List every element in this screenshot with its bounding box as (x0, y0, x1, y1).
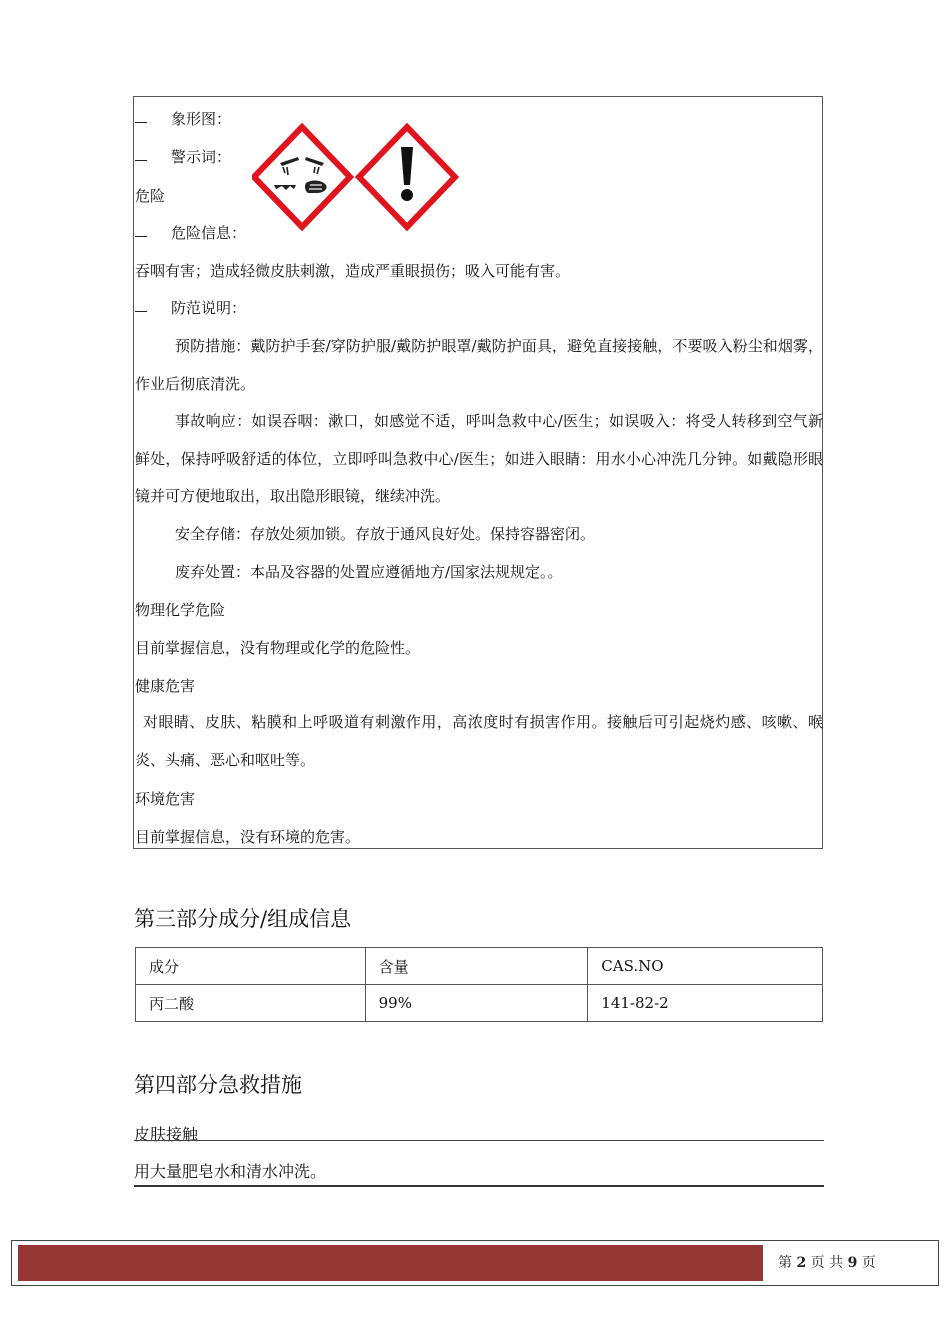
hazard-statement: 吞咽有害；造成轻微皮肤刺激，造成严重眼损伤；吸入可能有害。 (135, 262, 571, 280)
table-row (136, 985, 823, 1022)
disposal-text: 废弃处置：本品及容器的处置应遵循地方/国家法规规定。。 (175, 563, 563, 581)
composition-table (135, 947, 823, 1022)
table-cell: 99% (365, 985, 588, 1022)
response-text: 事故响应：如误吞咽：漱口，如感觉不适，呼叫急救中心/医生；如误吸入：将受人转移到空气新鲜处，保持呼吸舒适的体位，立即呼叫急救中心/医生；如进入眼睛：用水小心冲洗几分钟。如戴隐形眼镜并可方便地取出，取出隐形眼镜，继续冲洗。 (135, 412, 823, 505)
pictogram-label: 象形图： (171, 110, 232, 128)
health-text: 对眼睛、皮肤、粘膜和上呼吸道有刺激作用，高浓度时有损害作用。接触后可引起烧灼感、咳嗽、喉炎、头痛、恶心和呕吐等。 (135, 713, 823, 769)
env-title: 环境危害 (135, 790, 196, 808)
total-pages: 9 (847, 1255, 858, 1271)
precaution-label: 防范说明： (171, 299, 247, 317)
page-middle: 页 共 (810, 1255, 844, 1271)
bullet-dash (135, 311, 147, 312)
prevention-text: 预防措施：戴防护手套/穿防护服/戴防护眼罩/戴防护面具，避免直接接触，不要吸入粉尘和烟雾，作业后彻底清洗。 (135, 337, 823, 393)
page-number (778, 1252, 876, 1272)
health-title: 健康危害 (135, 677, 196, 695)
storage-text: 安全存储：存放处须加锁。存放于通风良好处。保持容器密闭。 (175, 525, 596, 543)
table-cell: 141-82-2 (588, 985, 823, 1022)
physchem-text: 目前掌握信息，没有物理或化学的危险性。 (135, 639, 421, 657)
page-footer (11, 1240, 939, 1286)
hazard-info-box (133, 96, 823, 849)
page-prefix: 第 (778, 1255, 792, 1271)
skin-contact-text: 用大量肥皂水和清水冲洗。 (134, 1162, 327, 1181)
env-text: 目前掌握信息，没有环境的危害。 (135, 828, 361, 846)
page-suffix: 页 (861, 1255, 876, 1271)
physchem-title: 物理化学危险 (135, 601, 226, 619)
section3-title: 第三部分成分/组成信息 (134, 907, 352, 931)
bullet-dash (135, 236, 147, 237)
section4-title: 第四部分急救措施 (134, 1073, 302, 1097)
exclamation-icon (359, 127, 455, 227)
footer-color-bar (18, 1245, 763, 1281)
bullet-dash (135, 160, 147, 161)
skin-contact-title: 皮肤接触 (134, 1125, 199, 1144)
table-header-cell: CAS.NO (588, 948, 823, 985)
table-header-cell: 成分 (136, 948, 366, 985)
signal-word-label: 警示词： (171, 148, 232, 166)
table-cell: 丙二酸 (136, 985, 366, 1022)
divider (134, 1140, 824, 1141)
corrosion-icon (254, 127, 350, 227)
current-page: 2 (796, 1255, 807, 1271)
signal-word: 危险 (135, 187, 166, 205)
hazard-info-label: 危险信息： (171, 224, 247, 242)
bullet-dash (135, 122, 147, 123)
ghs-pictograms (252, 123, 462, 233)
divider (134, 1185, 824, 1187)
table-header-row (136, 948, 823, 985)
table-header-cell: 含量 (365, 948, 588, 985)
